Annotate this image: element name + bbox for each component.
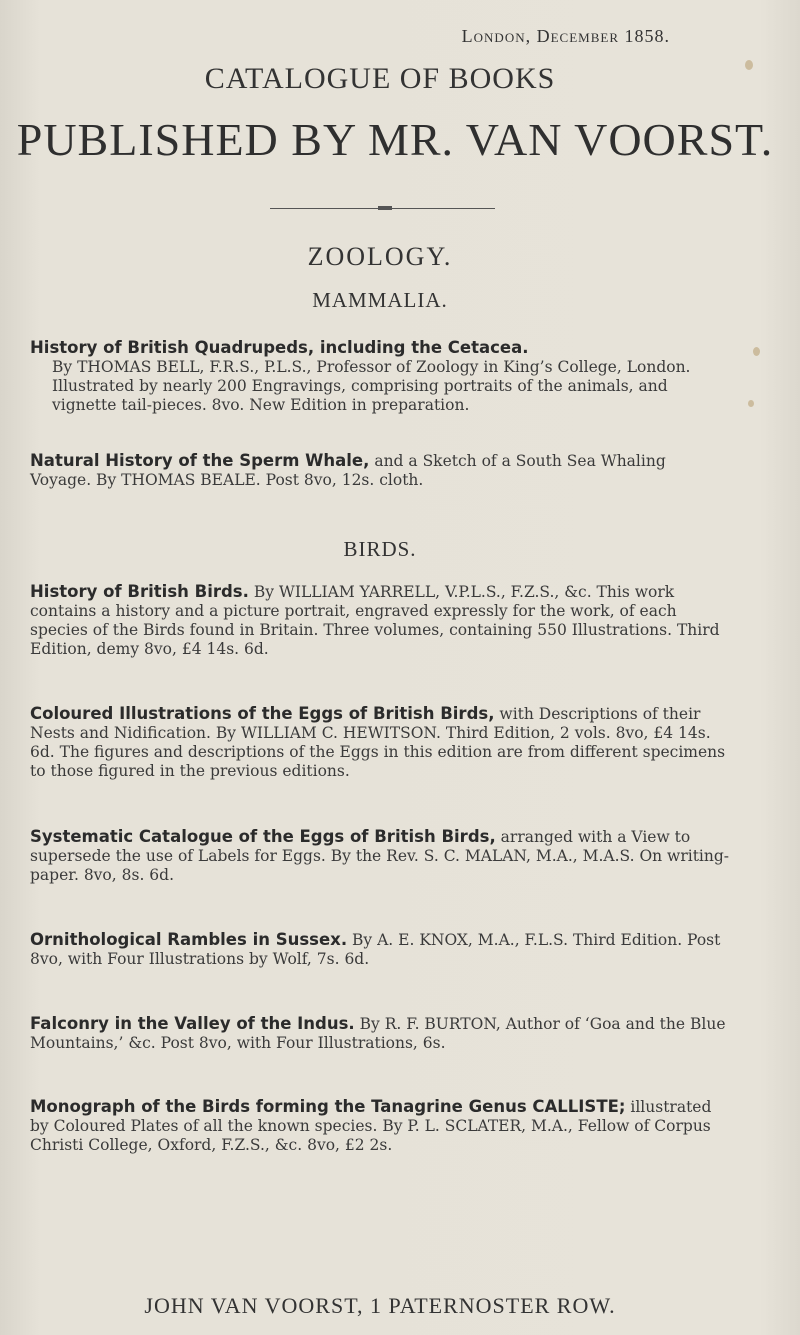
book-title: Falconry in the Valley of the Indus.: [30, 1014, 355, 1033]
book-title: Monograph of the Birds forming the Tanagrine Genus CALLISTE;: [30, 1097, 626, 1116]
book-entry: [30, 704, 730, 781]
catalogue-title: CATALOGUE OF BOOKS: [204, 62, 556, 95]
book-description: By WILLIAM YARRELL, V.P.L.S., F.Z.S., &c. This work contains a history and a picture portrait, engraved expressly for the work, of each species of the Birds found in Britain. Three volumes, containing 550 Illustrations. Third Edition, demy 8vo, £4 14s. 6d.: [30, 583, 720, 658]
book-entry: [30, 1014, 730, 1053]
book-entry: [30, 582, 730, 659]
book-entry: [30, 338, 730, 415]
book-entry: [30, 451, 730, 490]
book-title: History of British Birds.: [30, 582, 249, 601]
publisher-imprint: JOHN VAN VOORST, 1 PATERNOSTER ROW.: [144, 1293, 616, 1318]
book-entry: [30, 1097, 730, 1155]
divider-ornament: [378, 206, 392, 210]
book-entry: [30, 827, 730, 885]
book-title: Systematic Catalogue of the Eggs of British Birds,: [30, 827, 496, 846]
book-description: illustrated by Coloured Plates of all the known species. By P. L. SCLATER, M.A., Fellow of Corpus Christi College, Oxford, F.Z.S., &c. 8vo, £2 2s.: [30, 1098, 712, 1154]
section-birds: BIRDS.: [343, 537, 417, 561]
book-title: Ornithological Rambles in Sussex.: [30, 930, 348, 949]
section-mammalia: MAMMALIA.: [312, 288, 448, 312]
dateline: London, December 1858.: [461, 26, 670, 46]
book-description: By A. E. KNOX, M.A., F.L.S. Third Edition. Post 8vo, with Four Illustrations by Wolf, 7s. 6d.: [30, 931, 721, 968]
book-title: History of British Quadrupeds, including the Cetacea.: [30, 338, 529, 357]
book-description: By R. F. BURTON, Author of ‘Goa and the Blue Mountains,’ &c. Post 8vo, with Four Illustrations, 6s.: [30, 1015, 726, 1052]
book-description: and a Sketch of a South Sea Whaling Voyage. By THOMAS BEALE. Post 8vo, 12s. cloth.: [30, 452, 666, 489]
book-description: arranged with a View to supersede the use of Labels for Eggs. By the Rev. S. C. MALAN, M.A., M.A.S. On writing-paper. 8vo, 8s. 6d.: [30, 828, 730, 884]
book-description: with Descriptions of their Nests and Nidification. By WILLIAM C. HEWITSON. Third Edition, 2 vols. 8vo, £4 14s. 6d. The figures and descriptions of the Eggs in this edition are from different specimens to those figured in the previous editions.: [30, 705, 726, 780]
book-description: By THOMAS BELL, F.R.S., P.L.S., Professor of Zoology in King’s College, London. Illustrated by nearly 200 Engravings, comprising portraits of the animals, and vignette tail-pieces. 8vo. New Edition in preparation.: [52, 358, 691, 414]
publisher-title: PUBLISHED BY MR. VAN VOORST.: [16, 114, 774, 165]
book-title: Coloured Illustrations of the Eggs of British Birds,: [30, 704, 495, 723]
foxing-spot: [753, 347, 760, 356]
foxing-spot: [748, 400, 754, 407]
book-entry: [30, 930, 730, 969]
section-zoology: ZOOLOGY.: [307, 242, 453, 271]
book-title: Natural History of the Sperm Whale,: [30, 451, 370, 470]
